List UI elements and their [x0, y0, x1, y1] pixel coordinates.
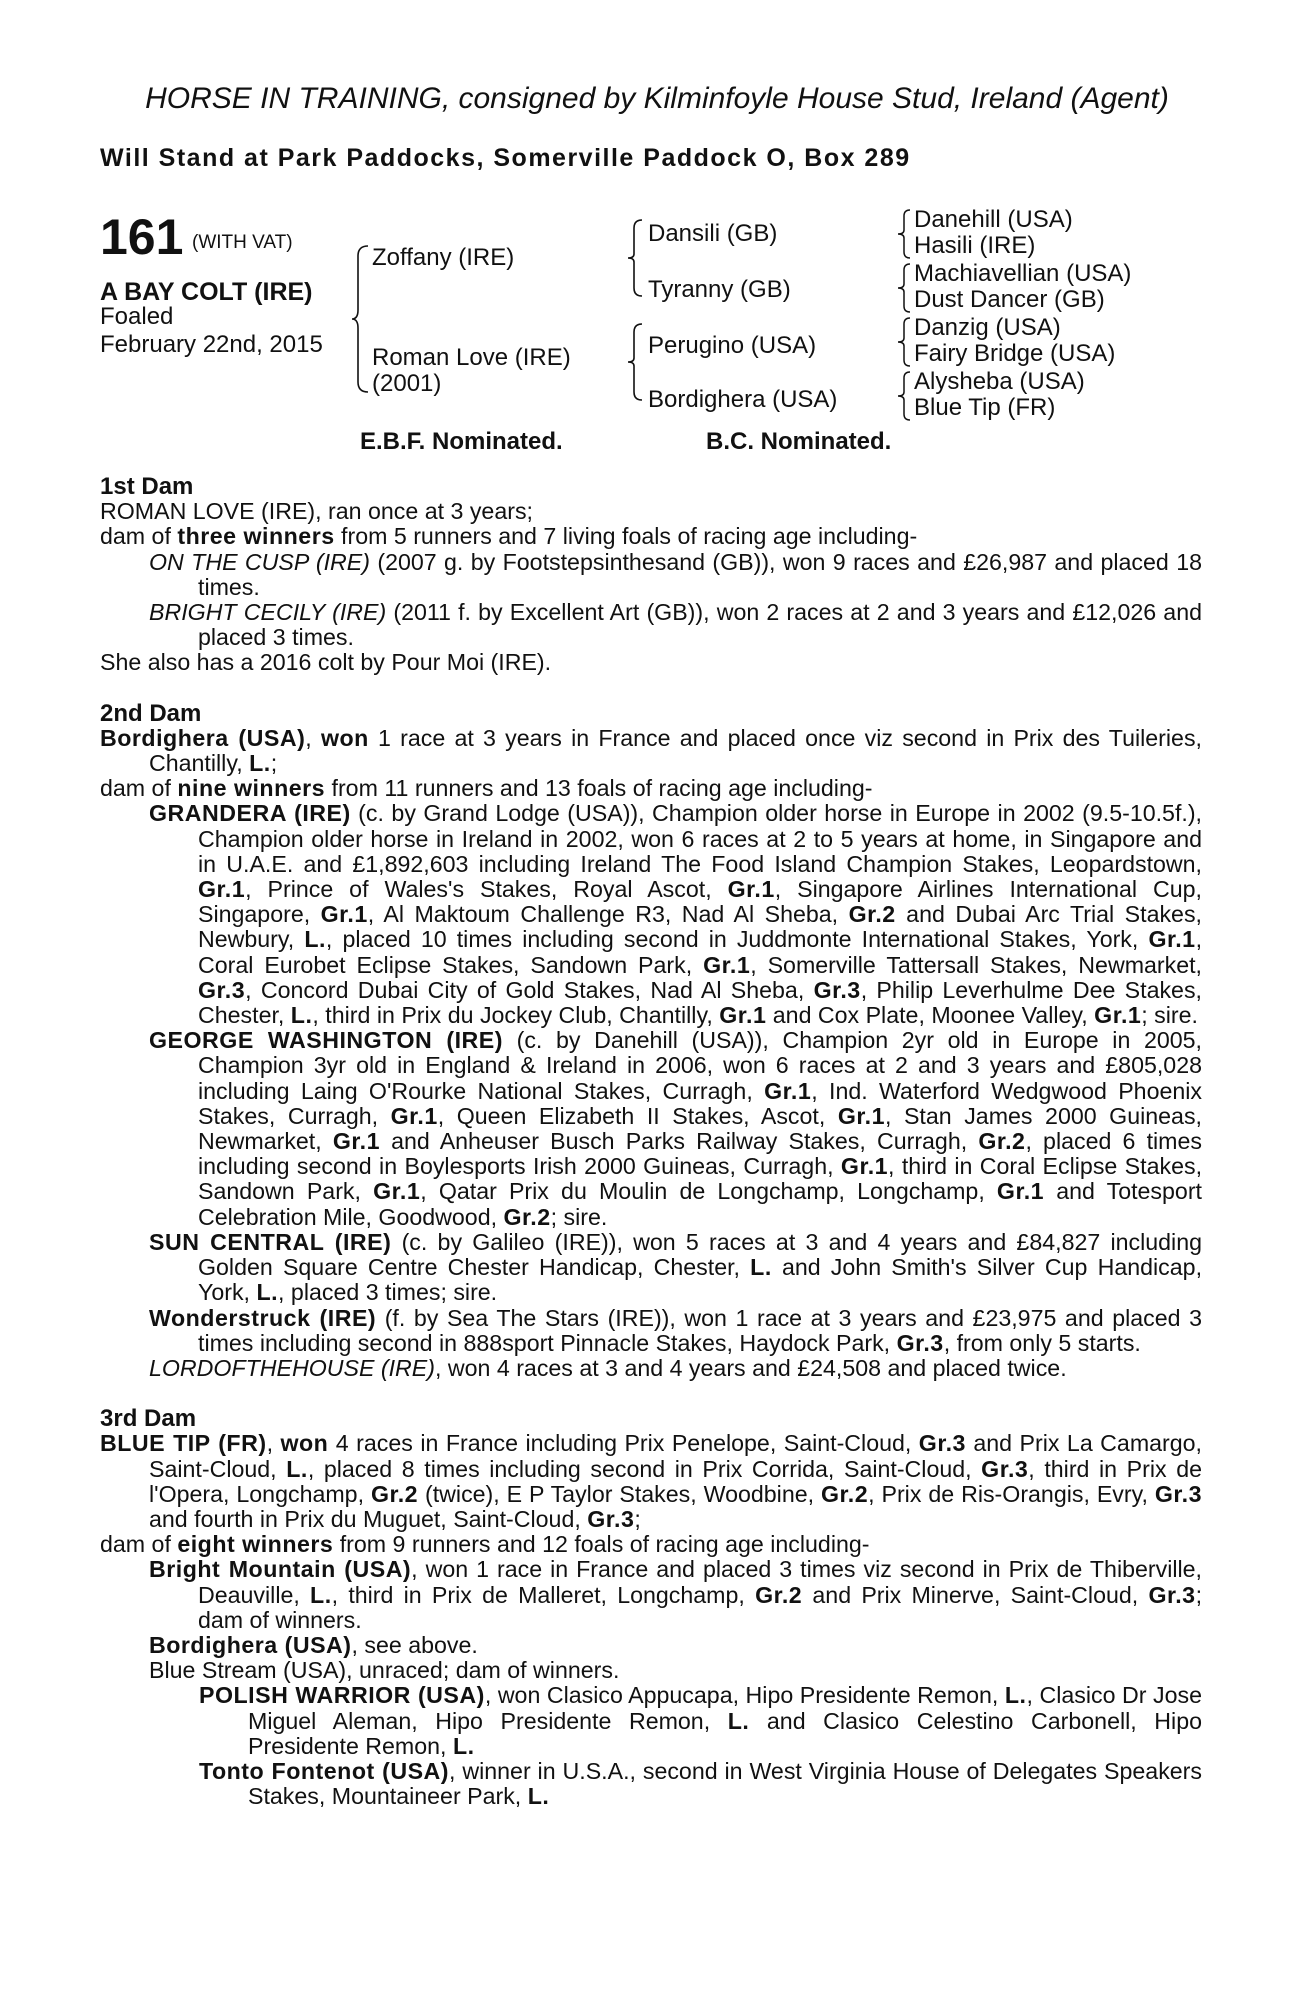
horse-name: Bordighera (USA) — [149, 1631, 352, 1658]
record-text: , Coral Eurobet Eclipse Stakes, Sandown Park, — [198, 926, 1203, 978]
black-type-grade: Gr.3 — [981, 1455, 1029, 1482]
black-type-grade: Gr.3 — [896, 1329, 944, 1356]
foaled-date: February 22nd, 2015 — [100, 331, 323, 358]
second-dam-record: Bordighera (USA), won 1 race at 3 years in France and placed once viz second in Prix des Tuileries, Chantilly, L.; — [100, 724, 1202, 777]
lot-number: 161 — [100, 209, 184, 265]
record-text: (f. by Sea The Stars (IRE)), won 1 race at 3 years and £23,975 and placed 3 times including second in 888sport Pinnacle Stakes, Haydock Park, — [198, 1304, 1202, 1356]
black-type-grade: L. — [452, 1732, 475, 1759]
black-type-grade: Gr.1 — [764, 1077, 812, 1104]
black-type-grade: L. — [727, 1707, 750, 1734]
record-text: ; sire. — [550, 1203, 608, 1230]
pedigree-brace-sire — [628, 218, 646, 298]
produce-entry: Blue Stream (USA), unraced; dam of winners. — [149, 1657, 620, 1684]
record-text: , placed 6 times including second in Boylesports Irish 2000 Guineas, Curragh, — [198, 1128, 1202, 1180]
record-text: , won 4 races at 3 and 4 years and £24,508 and placed twice. — [435, 1354, 1067, 1381]
record-text: , won Clasico Appucapa, Hipo Presidente Remon, — [484, 1682, 1005, 1709]
dam: Roman Love (IRE) — [372, 344, 571, 371]
black-type-grade: Gr.2 — [848, 901, 896, 928]
sire-dam: Tyranny (GB) — [648, 276, 791, 303]
second-dam-heading: 2nd Dam — [100, 699, 202, 727]
record-text: ; dam of winners. — [198, 1581, 1203, 1633]
produce-subentry — [100, 1759, 1202, 1809]
black-type-grade: Gr.2 — [755, 1581, 803, 1608]
sire: Zoffany (IRE) — [372, 244, 515, 271]
black-type-grade: Gr.1 — [837, 1102, 885, 1129]
black-type-grade: Gr.3 — [918, 1430, 966, 1457]
record-text: , Ind. Waterford Wedgwood Phoenix Stakes, Curragh, — [198, 1077, 1203, 1129]
second-dam-produce-line: dam of nine winners from 11 runners and 13 foals of racing age including- — [100, 775, 873, 802]
horse-name: Wonderstruck (IRE) — [149, 1304, 377, 1331]
produce-entry — [100, 1557, 1202, 1633]
great-grandparent-7: Alysheba (USA) — [914, 368, 1085, 395]
third-dam-produce-line — [100, 1532, 1202, 1557]
sire-sire: Dansili (GB) — [648, 220, 778, 247]
record-text: and Clasico Celestino Carbonell, Hipo Presidente Remon, — [248, 1707, 1202, 1759]
horse-name: Tonto Fontenot (USA) — [199, 1757, 450, 1784]
record-text: (c. by Grand Lodge (USA)), Champion older horse in Europe in 2002 (9.5-10.5f.), Champion older horse in Ireland in 2002, won 6 races at 2 to 5 years at home, in Singapore and in U.A.E. and £1,892,603 including Ireland The Food Island Champion Stakes, Leopardstown, — [198, 800, 1203, 877]
bc-nominated: B.C. Nominated. — [706, 428, 892, 455]
black-type-grade: Gr.2 — [503, 1203, 551, 1230]
black-type-grade: Gr.1 — [373, 1178, 421, 1205]
third-dam-heading: 3rd Dam — [100, 1405, 197, 1433]
produce-entry — [100, 1356, 1202, 1381]
black-type-grade: Gr.1 — [332, 1128, 380, 1155]
pedigree-brace-g4 — [898, 370, 914, 422]
dam-dam: Bordighera (USA) — [648, 386, 838, 413]
great-grandparent-8: Blue Tip (FR) — [914, 394, 1056, 421]
lot-description: A BAY COLT (IRE) — [100, 278, 313, 306]
record-text: , third in Coral Eclipse Stakes, Sandown Park, — [198, 1153, 1203, 1205]
black-type-grade: Gr.3 — [813, 976, 861, 1003]
black-type-grade: Gr.2 — [978, 1128, 1026, 1155]
record-text: and Prix Minerve, Saint-Cloud, — [802, 1581, 1149, 1608]
produce-entry — [100, 1028, 1202, 1230]
pedigree-brace-dam — [628, 322, 646, 402]
record-text: , — [266, 1430, 281, 1457]
record-text: , third in Prix de l'Opera, Longchamp, — [149, 1455, 1202, 1507]
record-text: ; sire. — [1141, 1002, 1198, 1029]
record-text: dam of — [100, 1531, 178, 1558]
pedigree-page-body — [100, 474, 1202, 1809]
horse-name: BLUE TIP (FR) — [100, 1430, 267, 1457]
great-grandparent-5: Danzig (USA) — [914, 314, 1061, 341]
record-text: and fourth in Prix du Muguet, Saint-Cloud, — [149, 1505, 588, 1532]
record-text: , Qatar Prix du Moulin de Longchamp, Longchamp, — [420, 1178, 997, 1205]
black-type-grade: Gr.1 — [1094, 1002, 1142, 1029]
record-text: , third in Prix de Malleret, Longchamp, — [331, 1581, 756, 1608]
record-text: and Dubai Arc Trial Stakes, Newbury, — [198, 901, 1202, 953]
record-text: , Prince of Wales's Stakes, Royal Ascot, — [245, 876, 728, 903]
black-type-grade: Gr.1 — [390, 1102, 438, 1129]
black-type-grade: Gr.1 — [719, 1002, 767, 1029]
black-type-grade: Gr.3 — [1148, 1581, 1196, 1608]
record-text: , Philip Leverhulme Dee Stakes, Chester, — [198, 976, 1202, 1029]
record-text: , third in Prix du Jockey Club, Chantilly, — [312, 1002, 720, 1029]
black-type-grade: Gr.3 — [587, 1505, 635, 1532]
first-dam-line: ROMAN LOVE (IRE), ran once at 3 years; — [100, 498, 533, 525]
horse-name: SUN CENTRAL (IRE) — [149, 1228, 392, 1255]
great-grandparent-4: Dust Dancer (GB) — [914, 286, 1105, 313]
black-type-grade: Gr.1 — [727, 876, 775, 903]
record-text: 4 races in France including Prix Penelope, Saint-Cloud, — [328, 1430, 919, 1457]
produce-entry — [100, 801, 1202, 1028]
black-type-grade: L. — [290, 1002, 313, 1029]
record-text: (c. by Galileo (IRE)), won 5 races at 3 and 4 years and £84,827 including Golden Square Centre Chester Handicap, Chester, — [198, 1228, 1202, 1281]
horse-name: LORDOFTHEHOUSE (IRE) — [149, 1354, 435, 1381]
first-dam-note: She also has a 2016 colt by Pour Moi (IRE). — [100, 649, 552, 676]
horse-name: GRANDERA (IRE) — [149, 800, 351, 827]
foaled-label: Foaled — [100, 303, 174, 330]
record-text: and John Smith's Silver Cup Handicap, York, — [198, 1254, 1203, 1306]
black-type-grade: Gr.3 — [1154, 1480, 1202, 1507]
produce-entry — [100, 1306, 1202, 1356]
horse-name: POLISH WARRIOR (USA) — [199, 1682, 485, 1709]
record-text: (c. by Danehill (USA)), Champion 2yr old in Europe in 2005, Champion 3yr old in England & Ireland in 2006, won 6 races at 2 and 3 years and £805,028 including Laing O'Rourke National Stakes, Curragh, — [198, 1027, 1202, 1104]
horse-name: Bright Mountain (USA) — [149, 1556, 412, 1583]
record-text: , Al Maktoum Challenge R3, Nad Al Sheba, — [367, 901, 849, 928]
record-text: , Somerville Tattersall Stakes, Newmarket, — [750, 951, 1202, 978]
great-grandparent-1: Danehill (USA) — [914, 206, 1073, 233]
produce-entry: ON THE CUSP (IRE) (2007 g. by Footstepsinthesand (GB)), won 9 races and £26,987 and placed 18 times. — [149, 548, 1202, 600]
record-text: ; — [634, 1505, 641, 1532]
black-type-grade: L. — [750, 1254, 772, 1281]
record-text: , placed 8 times including second in Prix Corrida, Saint-Cloud, — [307, 1455, 982, 1482]
produce-entry: BRIGHT CECILY (IRE) (2011 f. by Excellent Art (GB)), won 2 races at 2 and 3 years and £12,026 and placed 3 times. — [149, 599, 1202, 651]
black-type-grade: L. — [527, 1783, 550, 1810]
black-type-grade: Gr.2 — [370, 1480, 419, 1507]
record-text: from 9 runners and 12 foals of racing age including- — [333, 1531, 870, 1558]
black-type-grade: Gr.1 — [840, 1153, 889, 1180]
black-type-grade: Gr.1 — [703, 951, 751, 978]
record-text: , Clasico Dr Jose Miguel Aleman, Hipo Presidente Remon, — [248, 1682, 1203, 1734]
record-text: (twice), E P Taylor Stakes, Woodbine, — [418, 1480, 821, 1507]
black-type-grade: won — [280, 1430, 329, 1457]
black-type-grade: L. — [304, 926, 326, 953]
record-text: , won 1 race in France and placed 3 times viz second in Prix de Thiberville, Deauville, — [198, 1556, 1203, 1608]
record-text: , placed 3 times; sire. — [278, 1279, 498, 1306]
black-type-grade: Gr.1 — [198, 876, 246, 903]
record-text: , Stan James 2000 Guineas, Newmarket, — [198, 1102, 1202, 1155]
record-text: , Singapore Airlines International Cup, Singapore, — [198, 876, 1202, 928]
black-type-grade: L. — [286, 1455, 308, 1482]
horse-name: GEORGE WASHINGTON (IRE) — [149, 1027, 503, 1054]
record-text: , from only 5 starts. — [943, 1329, 1141, 1356]
first-dam-produce-line: dam of three winners from 5 runners and 7 living foals of racing age including- — [100, 523, 918, 550]
produce-subentry — [100, 1683, 1202, 1759]
record-text: , Concord Dubai City of Gold Stakes, Nad Al Sheba, — [245, 976, 814, 1003]
record-text: , Queen Elizabeth II Stakes, Ascot, — [437, 1102, 838, 1129]
produce-entry — [100, 1633, 1202, 1658]
record-text: and Cox Plate, Moonee Valley, — [766, 1002, 1095, 1029]
black-type-grade: Gr.2 — [821, 1480, 869, 1507]
record-text: and Totesport Celebration Mile, Goodwood, — [198, 1178, 1202, 1230]
black-type-grade: L. — [310, 1581, 332, 1608]
stand-location: Will Stand at Park Paddocks, Somerville Paddock O, Box 289 — [100, 144, 911, 172]
third-dam-record — [100, 1431, 1202, 1532]
record-text: , winner in U.S.A., second in West Virginia House of Delegates Speakers Stakes, Mountaineer Park, — [248, 1757, 1202, 1810]
ebf-nominated: E.B.F. Nominated. — [360, 428, 563, 455]
black-type-grade: L. — [256, 1279, 279, 1306]
produce-entry — [100, 1230, 1202, 1306]
dam-sire: Perugino (USA) — [648, 332, 817, 359]
black-type-grade: Gr.1 — [996, 1178, 1045, 1205]
record-text: and Prix La Camargo, Saint-Cloud, — [149, 1430, 1202, 1482]
record-text: and Anheuser Busch Parks Railway Stakes, Curragh, — [379, 1128, 979, 1155]
pedigree-brace-main — [352, 244, 372, 394]
great-grandparent-2: Hasili (IRE) — [914, 232, 1036, 259]
first-dam-heading: 1st Dam — [100, 473, 194, 500]
great-grandparent-3: Machiavellian (USA) — [914, 260, 1132, 287]
dam-year: (2001) — [372, 370, 442, 397]
pedigree-brace-g2 — [898, 262, 914, 314]
black-type-grade: Gr.3 — [198, 976, 246, 1003]
great-grandparent-6: Fairy Bridge (USA) — [914, 340, 1116, 367]
black-type-grade: Gr.1 — [1148, 926, 1196, 953]
black-type-grade: Gr.1 — [320, 901, 368, 928]
pedigree-brace-g1 — [898, 208, 914, 260]
catalogue-title: HORSE IN TRAINING, consigned by Kilminfoyle House Stud, Ireland (Agent) — [145, 82, 1169, 115]
horse-name: eight winners — [177, 1531, 334, 1558]
vat-label: (WITH VAT) — [192, 232, 293, 253]
record-text: , Prix de Ris-Orangis, Evry, — [868, 1480, 1155, 1507]
record-text: , see above. — [351, 1631, 478, 1658]
pedigree-brace-g3 — [898, 316, 914, 368]
black-type-grade: L. — [1004, 1682, 1027, 1709]
record-text: , placed 10 times including second in Juddmonte International Stakes, York, — [325, 926, 1149, 953]
